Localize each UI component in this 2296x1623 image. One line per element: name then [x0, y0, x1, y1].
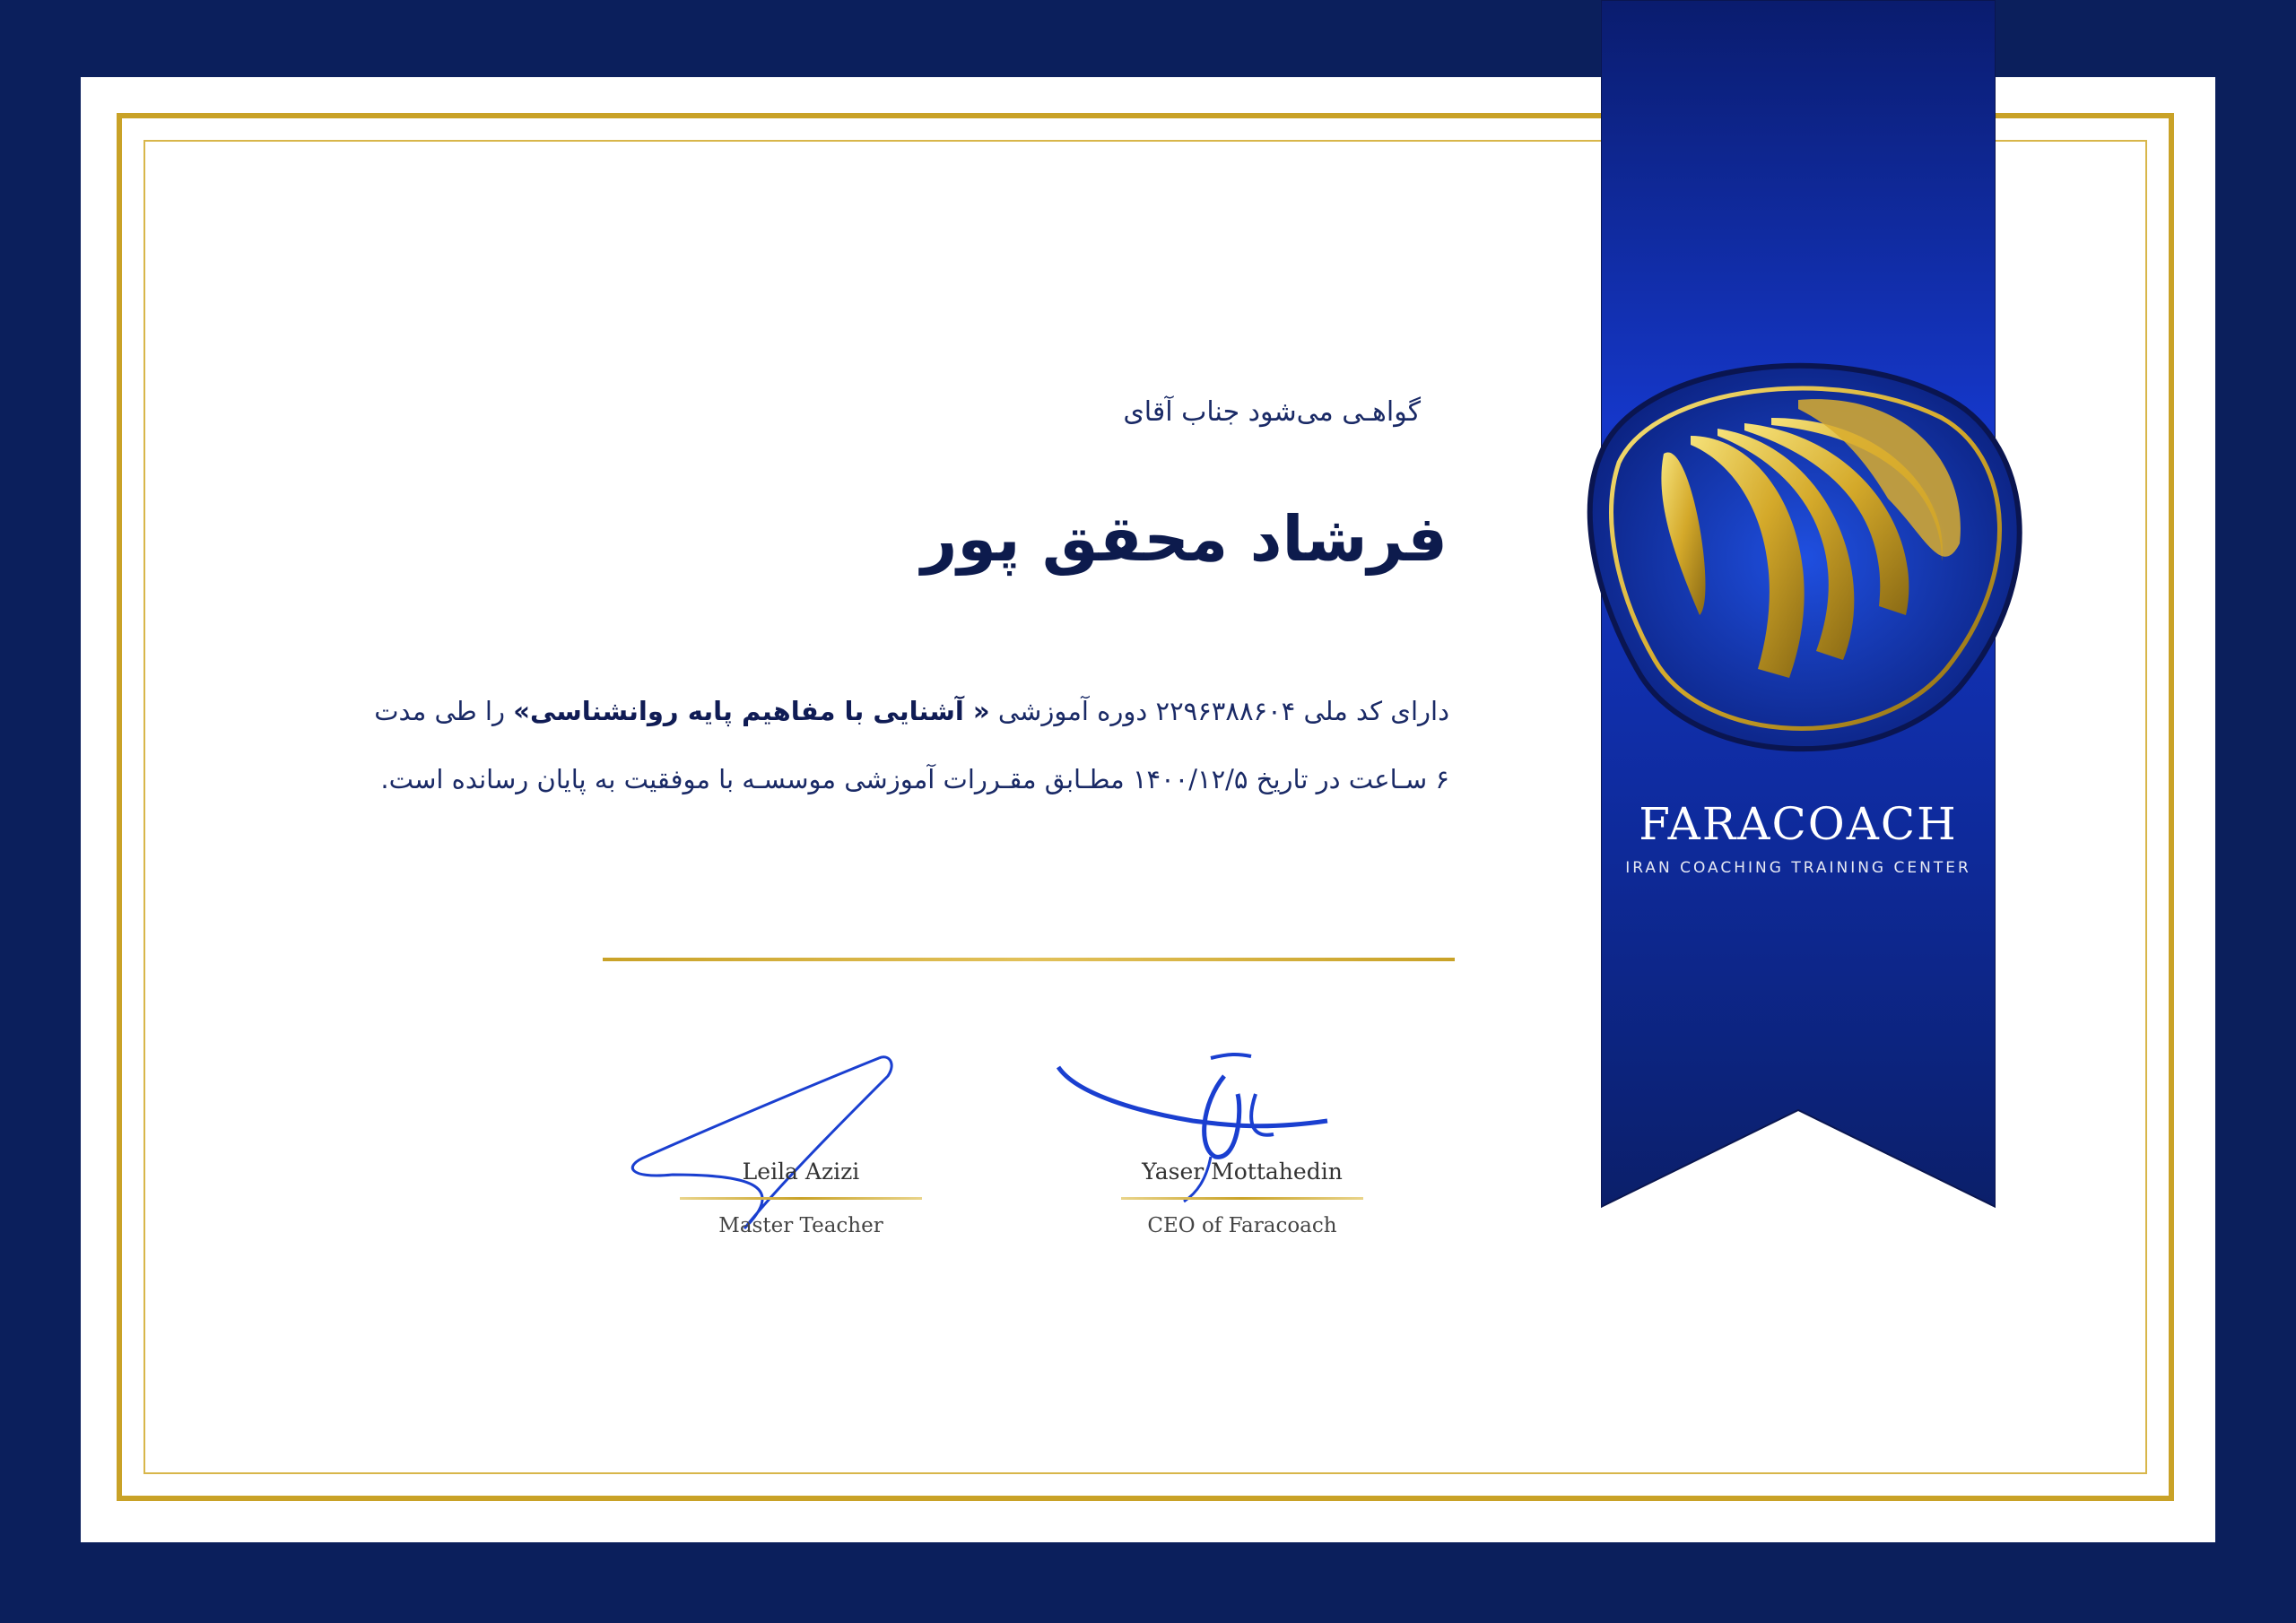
- duration-prefix: را طی مدت: [374, 696, 505, 726]
- course-title: « آشنایی با مفاهیم پایه روانشناسی»: [513, 696, 990, 726]
- national-id-text: دارای کد ملی ۲۲۹۶۳۸۸۶۰۴ دوره آموزشی: [997, 696, 1449, 726]
- certificate-body-line1: [374, 696, 1449, 726]
- certificate-intro: گواهـی می‌شود جناب آقای: [1123, 396, 1421, 428]
- gold-divider: [603, 958, 1455, 961]
- recipient-name: فرشاد محقق پور: [921, 502, 1448, 576]
- certificate-body-line2: ۶ سـاعت در تاریخ ۱۴۰۰/۱۲/۵ مطـابق مقـررات آموزشی موسسـه با موفقیت به پایان رسانده است.: [380, 764, 1449, 794]
- signer-name: Leila Azizi: [742, 1159, 860, 1185]
- brand-block: [1601, 798, 1996, 877]
- signer-role: Master Teacher: [718, 1214, 883, 1237]
- brand-name: FARACOACH: [1639, 798, 1958, 850]
- signature-line: [1121, 1197, 1363, 1200]
- brand-tagline: IRAN COACHING TRAINING CENTER: [1625, 859, 1971, 877]
- signature-line: [680, 1197, 922, 1200]
- signature-leila-azizi: [671, 1159, 931, 1237]
- signer-role: CEO of Faracoach: [1147, 1214, 1337, 1237]
- faracoach-logo-icon: [1565, 346, 2040, 777]
- signer-name: Yaser Mottahedin: [1142, 1159, 1343, 1185]
- signature-yaser-mottahedin: [1112, 1159, 1372, 1237]
